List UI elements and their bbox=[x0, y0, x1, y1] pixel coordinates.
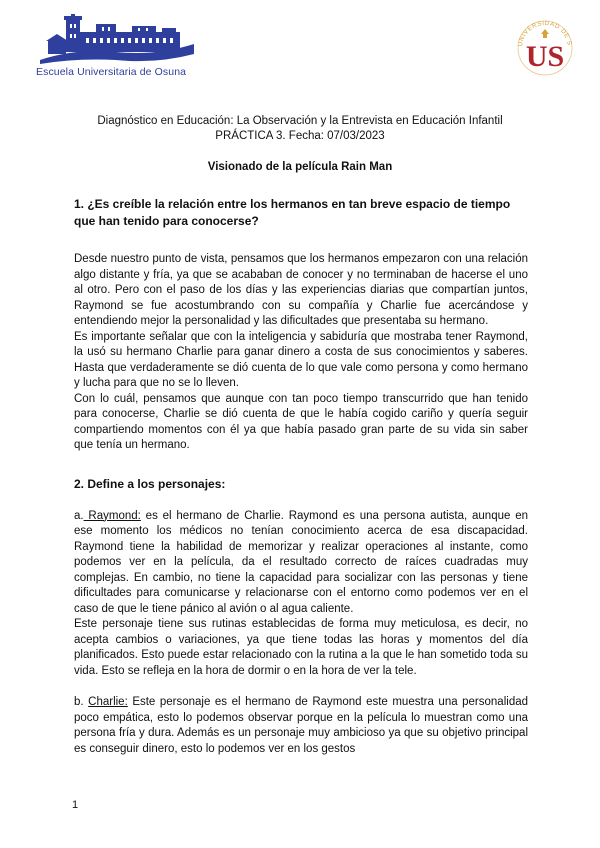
raymond-paragraph-2: Este personaje tiene sus rutinas establecidas de forma muy meticulosa, es decir, no acepta cambios o variaciones, ya que tiene todas las horas y momentos del día planificados. Esto puede estar relacionado con la rutina a la que le han sometido toda su vida. Esto se refleja en la hora de dormir o en la hora de ver la tele. bbox=[74, 618, 528, 677]
question-2-heading: 2. Define a los personajes: bbox=[74, 476, 226, 491]
charlie-prefix: b. bbox=[74, 696, 84, 708]
question-1-heading: 1. ¿Es creíble la relación entre los hermanos en tan breve espacio de tiempo que han tenido para conocerse? bbox=[74, 197, 511, 228]
osuna-building-icon bbox=[36, 14, 196, 64]
raymond-label: Raymond: bbox=[83, 509, 141, 522]
charlie-paragraph bbox=[74, 695, 528, 757]
universidad-sevilla-logo bbox=[514, 14, 576, 78]
course-header bbox=[0, 114, 600, 144]
document-body bbox=[74, 196, 528, 757]
sevilla-logo-text: UNIVERSIDAD DE S bbox=[516, 19, 573, 47]
charlie-label: Charlie: bbox=[88, 696, 128, 708]
raymond-text: es el hermano de Charlie. Raymond es una persona autista, aunque en ese momento los médicos no tenían conocimiento acerca de esa discapacidad. Raymond tiene la habilidad de memorizar y realizar operaciones al instante, como podemos ver en la película, da el resultado correcto de raíces cuadradas muy complejas. En cambio, no tiene la capacidad para socializar con las personas y tiene dificultades para comunicarse y relacionarse con el entorno como podemos ver en el caso de que le tiene pánico al avión o al agua caliente. bbox=[74, 509, 528, 615]
osuna-logo bbox=[36, 14, 196, 80]
sevilla-monogram: US bbox=[525, 40, 565, 73]
charlie-text: Este personaje es el hermano de Raymond este muestra una personalidad poco empática, esto lo podemos observar porque en la película lo muestran como una persona fría y dura. Además es un personaje muy ambicioso ya que su objetivo principal es conseguir dinero, esto lo podemos ver en los gestos bbox=[74, 696, 528, 755]
raymond-prefix: a. bbox=[74, 509, 84, 522]
raymond-paragraph bbox=[74, 509, 528, 618]
osuna-logo-text: Escuela Universitaria de Osuna bbox=[36, 66, 187, 78]
document-title: Visionado de la película Rain Man bbox=[207, 161, 393, 173]
q1-paragraph-3: Con lo cuál, pensamos que aunque con tan poco tiempo transcurrido que han tenido para conocerse, Charlie se dió cuenta de que le había cogido cariño y quería seguir compartiendo momentos con él ya que había pasado gran parte de su vida sin saber que tenía un hermano. bbox=[74, 392, 528, 451]
sevilla-seal-icon bbox=[514, 14, 576, 78]
page-number: 1 bbox=[72, 799, 79, 811]
q1-paragraph-2: Es importante señalar que con la inteligencia y sabiduría que mostraba tener Raymond, la usó su hermano Charlie para ganar dinero a costa de sus conocimientos y saberes. Hasta que verdaderamente se dió cuenta de lo que vale como persona y como hermano y lucha para que no se lo lleven. bbox=[74, 330, 528, 389]
course-name: Diagnóstico en Educación: La Observación y la Entrevista en Educación Infantil bbox=[97, 115, 503, 127]
q1-paragraph-1: Desde nuestro punto de vista, pensamos que los hermanos empezaron con una relación algo distante y fría, ya que se acababan de conocer y no terminaban de hacerse el uno al otro. Pero con el paso de los días y las experiencias diarias que compartían juntos, Raymond se fue acostumbrando con su compañía y Charlie fue acercándose y entendiendo mejor la personalidad y las dificultades que presentaba su hermano. bbox=[74, 253, 528, 327]
practice-date: PRÁCTICA 3. Fecha: 07/03/2023 bbox=[215, 130, 385, 142]
